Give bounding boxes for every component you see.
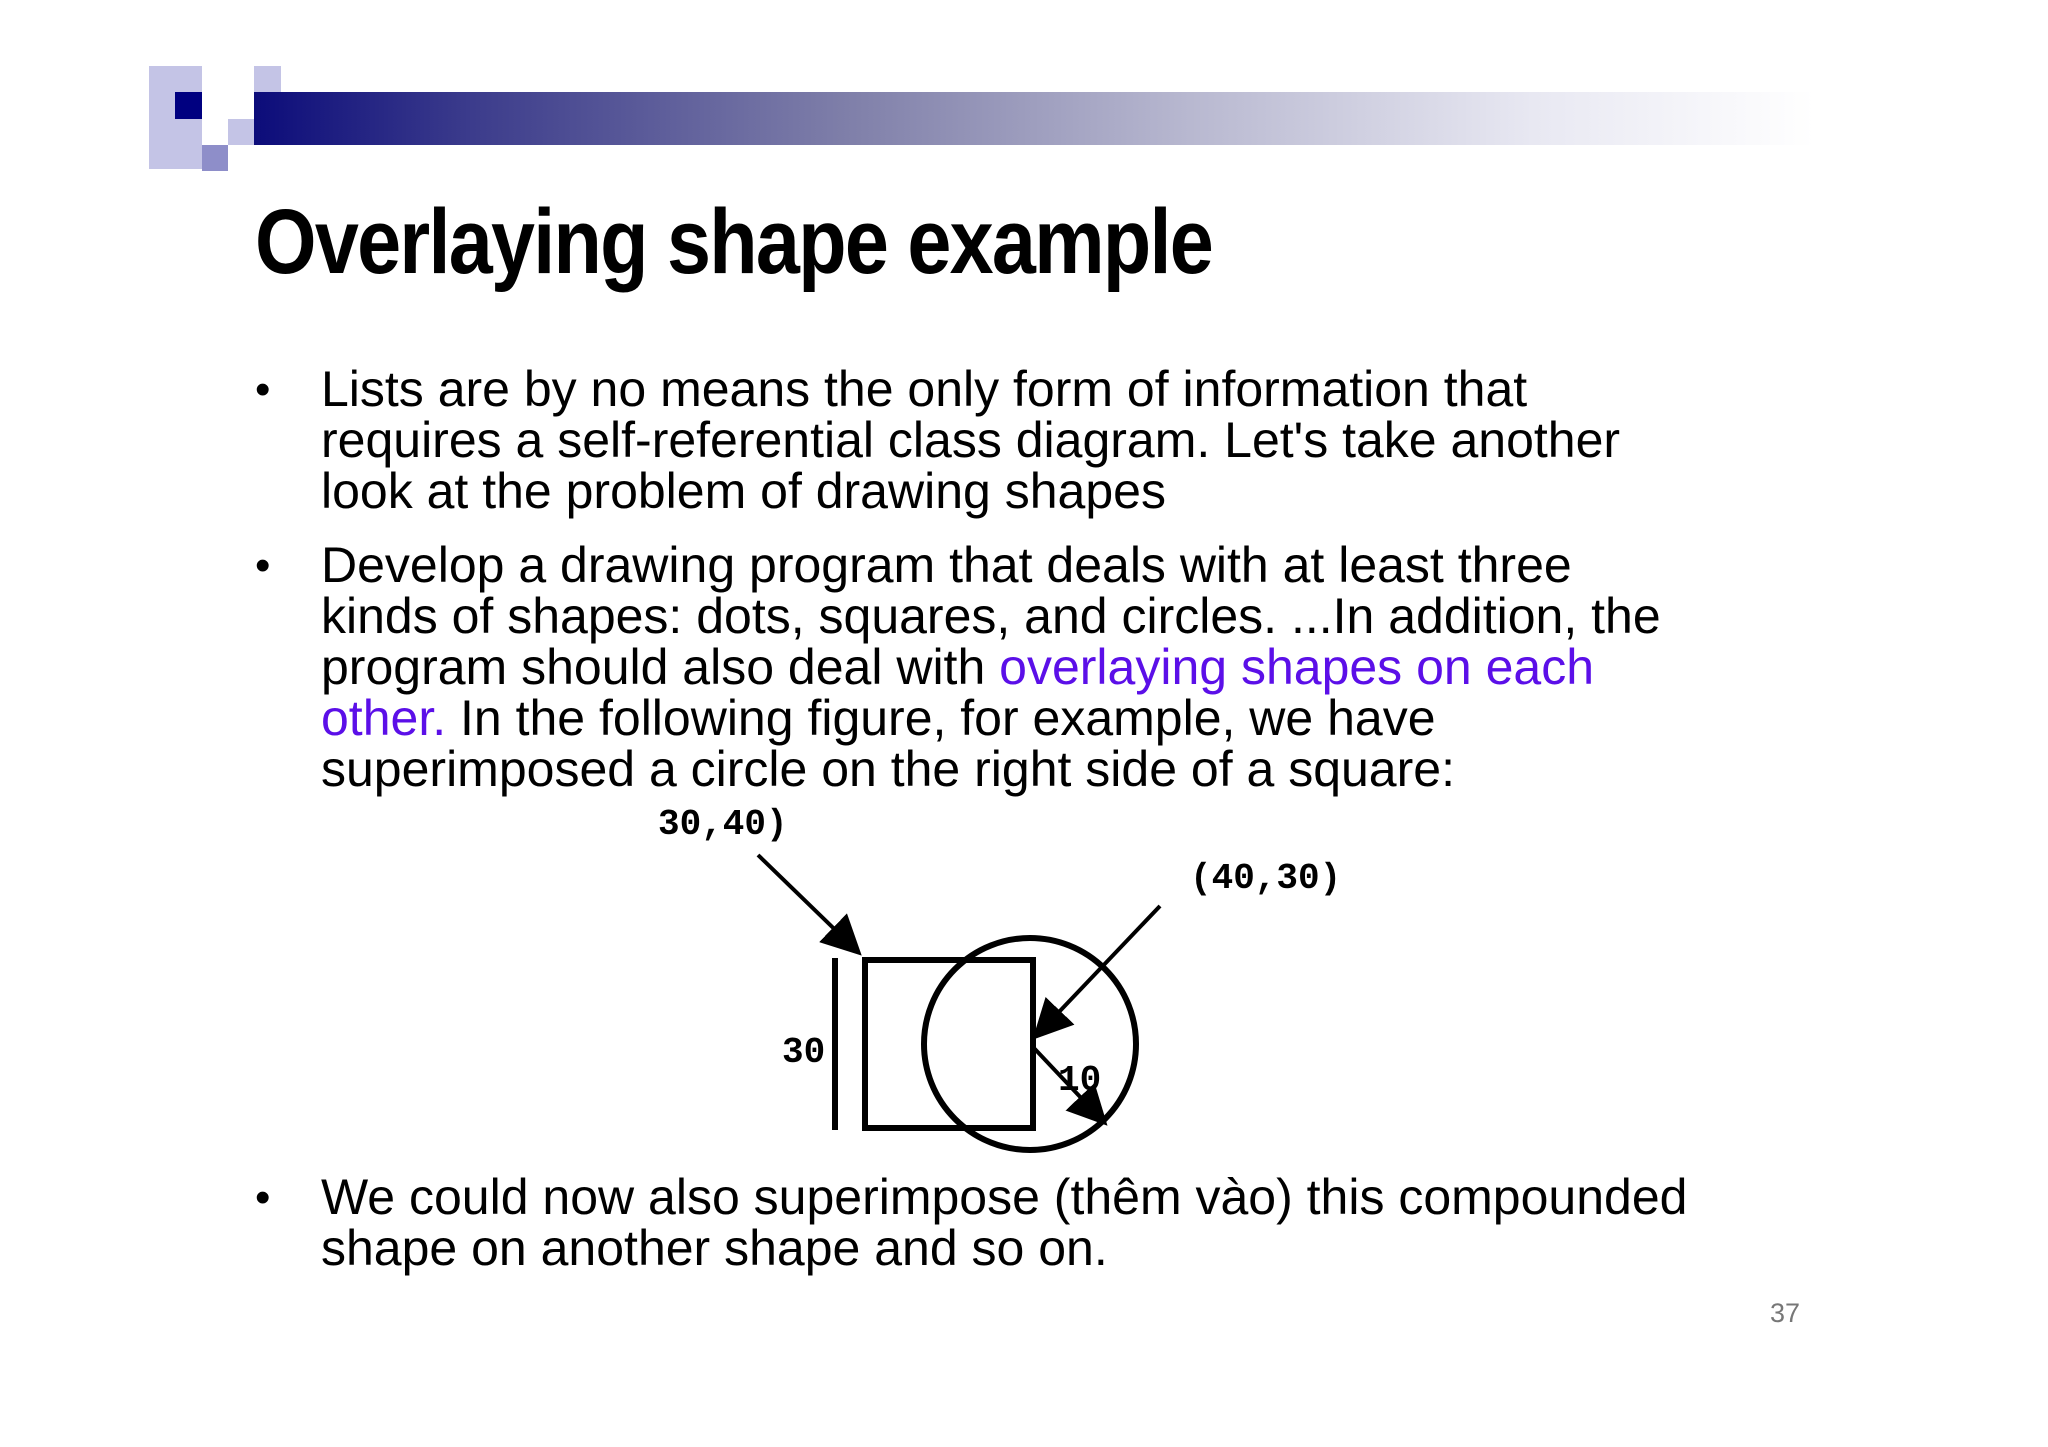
header-gradient-bar	[254, 92, 1814, 145]
bullet-marker: •	[255, 1173, 271, 1222]
label-side-length: 30	[782, 1032, 826, 1073]
page-number: 37	[1769, 1298, 1800, 1328]
highlighted-text: overlaying shapes on each	[999, 639, 1595, 695]
arrow-to-square-corner	[758, 855, 856, 950]
bullet-text-line: kinds of shapes: dots, squares, and circles. ...In addition, the	[321, 588, 1661, 644]
side-dimension-bar	[832, 958, 838, 1130]
bullet-text-line: requires a self-referential class diagram. Let's take another	[321, 412, 1621, 468]
slide-title: Overlaying shape example	[255, 191, 1212, 293]
header-decor-square	[175, 92, 202, 119]
bullet-list	[255, 537, 1815, 797]
bullet-text-line: superimposed a circle on the right side of a square:	[321, 741, 1455, 797]
overlay-shapes-figure	[640, 800, 1360, 1170]
header-decor-square	[254, 66, 281, 92]
header-decor-square	[202, 145, 228, 171]
bullet-text-line: look at the problem of drawing shapes	[321, 463, 1166, 519]
bullet-text-line: Develop a drawing program that deals with at least three	[321, 537, 1572, 593]
label-square-corner: 30,40)	[658, 804, 788, 845]
label-radius: 10	[1058, 1060, 1102, 1101]
bullet-item	[255, 361, 1815, 519]
bullet-list	[255, 1169, 1815, 1276]
square-shape	[865, 960, 1033, 1128]
bullet-text-line: Lists are by no means the only form of information that	[321, 361, 1528, 417]
bullet-marker: •	[255, 541, 271, 590]
bullet-text-line: shape on another shape and so on.	[321, 1220, 1108, 1276]
arrow-to-circle-center	[1038, 906, 1160, 1034]
bullet-text-line: program should also deal with	[321, 639, 1000, 695]
bullet-list	[255, 361, 1815, 519]
bullet-text-line: We could now also superimpose (thêm vào) this compounded	[321, 1169, 1688, 1225]
header-decor-square	[149, 119, 202, 169]
bullet-item	[255, 1169, 1815, 1276]
bullet-marker: •	[255, 365, 271, 414]
bullet-text-line: In the following figure, for example, we have	[446, 690, 1436, 746]
header-decor-square	[228, 119, 254, 145]
label-circle-center: (40,30)	[1190, 858, 1342, 899]
bullet-item	[255, 537, 1815, 797]
highlighted-text: other.	[321, 690, 447, 746]
